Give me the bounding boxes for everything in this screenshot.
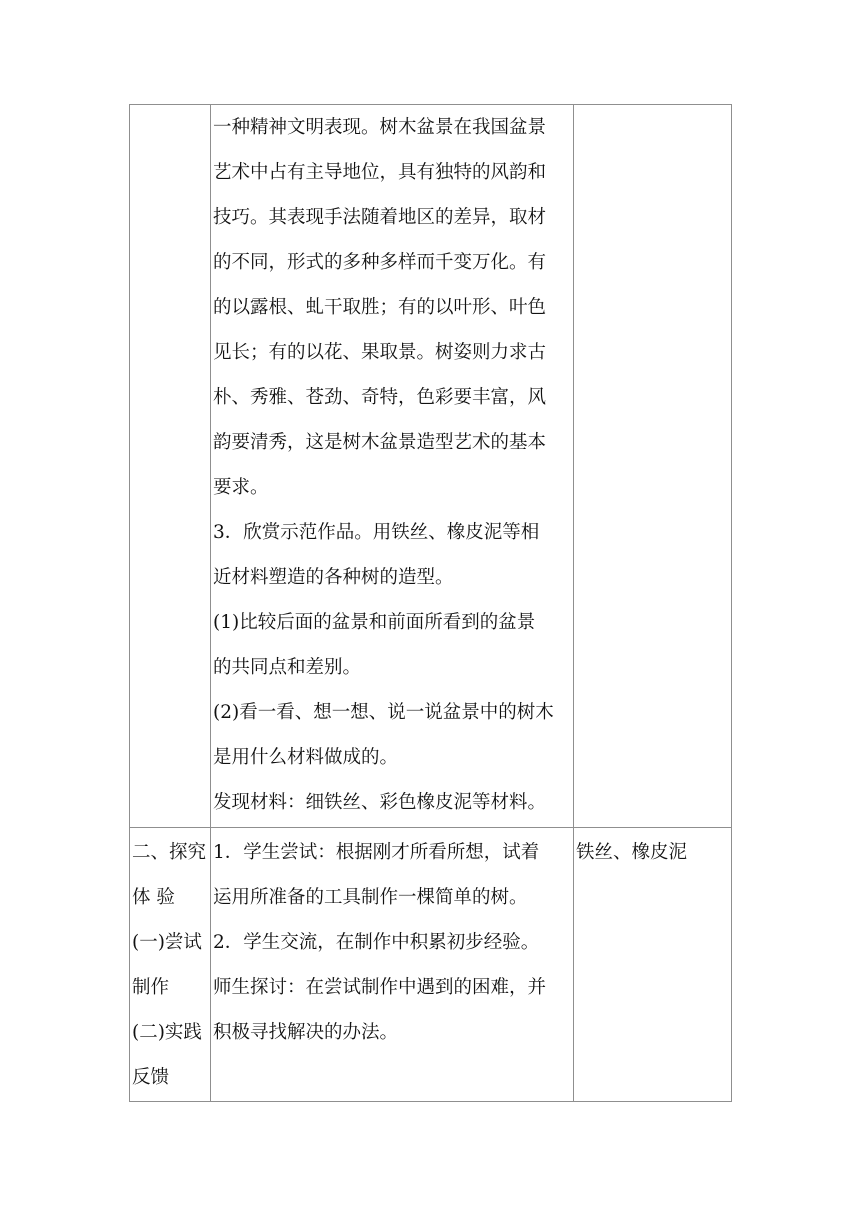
table-row [130, 828, 732, 1102]
stage-line: 制作 [132, 977, 170, 998]
activity-line: 朴、秀雅、苍劲、奇特，色彩要丰富，风 [213, 387, 547, 408]
activity-line: 见长；有的以花、果取景。树姿则力求古 [213, 342, 547, 363]
activity-line: 近材料塑造的各种树的造型。 [213, 567, 454, 588]
stage-cell [130, 105, 211, 828]
activity-line: 3．欣赏示范作品。用铁丝、橡皮泥等相 [213, 522, 540, 543]
activity-line: 2．学生交流，在制作中积累初步经验。 [213, 932, 540, 953]
activity-line: 的以露根、虬干取胜；有的以叶形、叶色 [213, 297, 547, 318]
material-line: 铁丝、橡皮泥 [576, 842, 688, 863]
lesson-plan-table [129, 104, 732, 1102]
activity-cell [211, 105, 574, 828]
activity-line: 要求。 [213, 477, 269, 498]
stage-cell [130, 828, 211, 1102]
stage-line: 二、探究 [132, 842, 207, 863]
activity-line: 的共同点和差别。 [213, 657, 362, 678]
material-cell [574, 105, 732, 828]
table-row [130, 105, 732, 828]
activity-cell [211, 828, 574, 1102]
activity-line: 一种精神文明表现。树木盆景在我国盆景 [213, 117, 547, 138]
activity-line: (1)比较后面的盆景和前面所看到的盆景 [213, 612, 536, 633]
stage-line: 反馈 [132, 1067, 170, 1088]
activity-line: 韵要清秀，这是树木盆景造型艺术的基本 [213, 432, 547, 453]
activity-line: 技巧。其表现手法随着地区的差异，取材 [213, 207, 547, 228]
stage-line: (一)尝试 [132, 932, 202, 953]
activity-line: 是用什么材料做成的。 [213, 747, 399, 768]
stage-line: (二)实践 [132, 1022, 202, 1043]
material-cell [574, 828, 732, 1102]
stage-line: 体 验 [132, 887, 175, 908]
activity-line: 师生探讨：在尝试制作中遇到的困难，并 [213, 977, 547, 998]
activity-line: 的不同，形式的多种多样而千变万化。有 [213, 252, 547, 273]
activity-line: 1．学生尝试：根据刚才所看所想，试着 [213, 842, 540, 863]
activity-line: 发现材料：细铁丝、彩色橡皮泥等材料。 [213, 792, 547, 813]
activity-line: 艺术中占有主导地位，具有独特的风韵和 [213, 162, 547, 183]
activity-line: 运用所准备的工具制作一棵简单的树。 [213, 887, 528, 908]
activity-line: 积极寻找解决的办法。 [213, 1022, 399, 1043]
activity-line: (2)看一看、想一想、说一说盆景中的树木 [213, 702, 554, 723]
